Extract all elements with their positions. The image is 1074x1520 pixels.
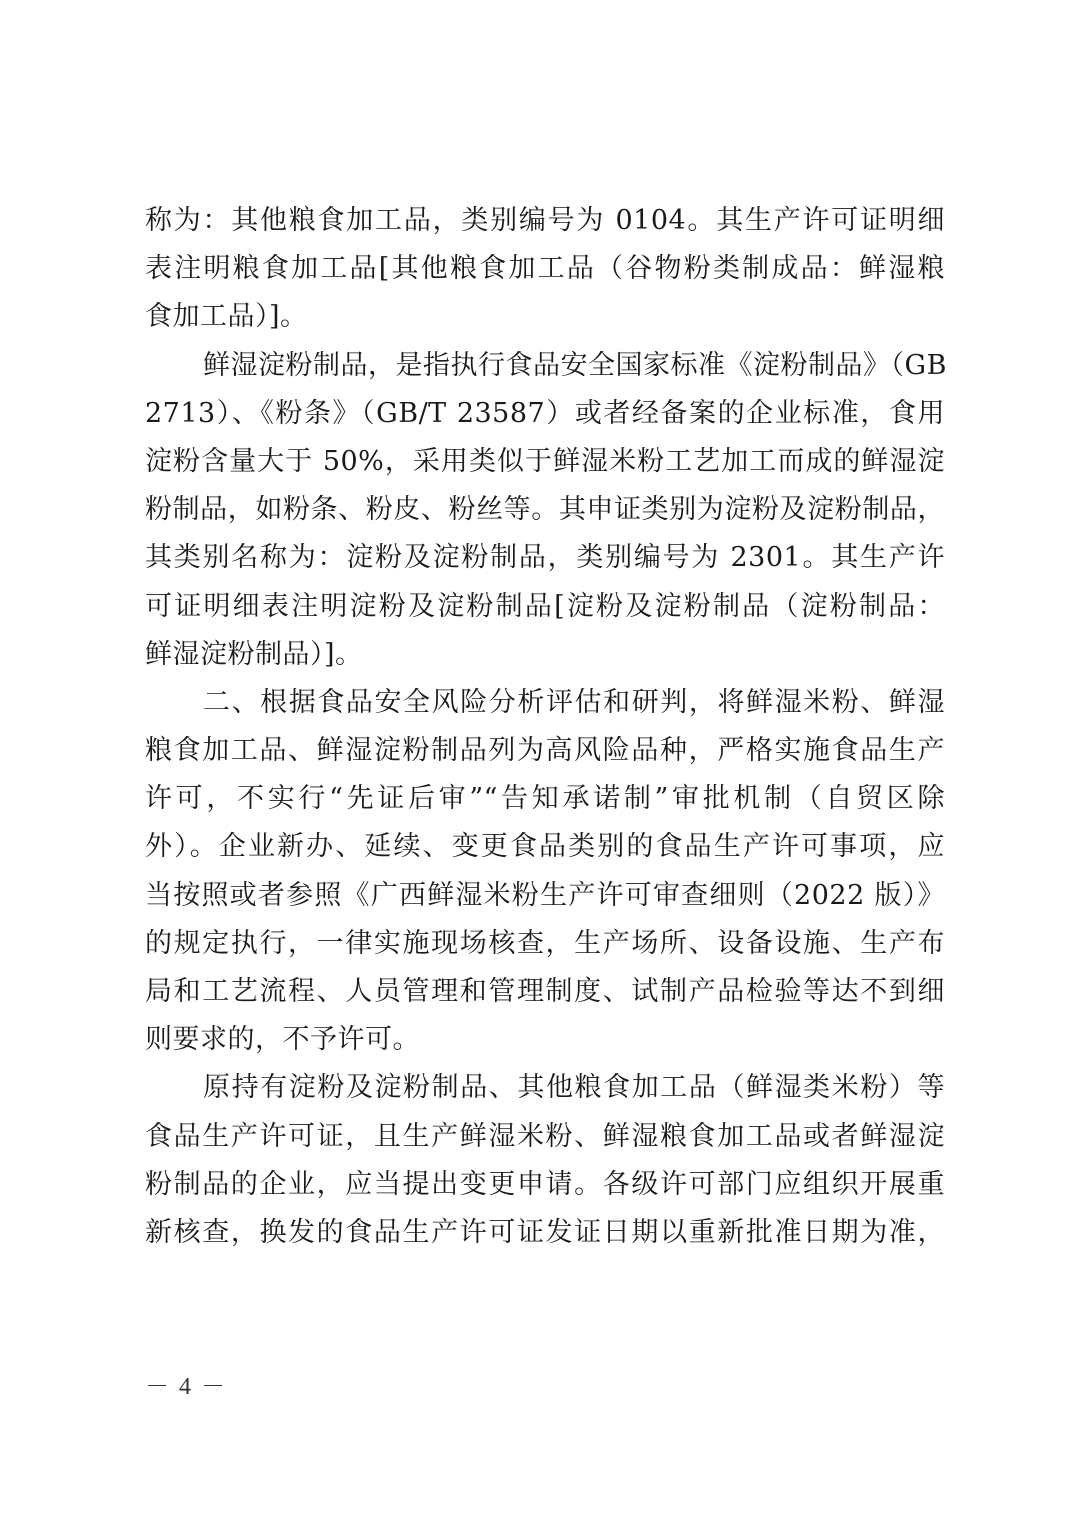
text-line: 食品生产许可证，且生产鲜湿米粉、鲜湿粮食加工品或者鲜湿淀	[145, 1120, 945, 1152]
text-line: 鲜湿淀粉制品，是指执行食品安全国家标准《淀粉制品》（GB	[203, 349, 947, 381]
text-line: 食加工品）]。	[145, 301, 308, 333]
text-line: 二、根据食品安全风险分析评估和研判，将鲜湿米粉、鲜湿	[203, 686, 945, 718]
text-line: 称为：其他粮食加工品，类别编号为 0104。其生产许可证明细	[145, 205, 945, 236]
body-text	[145, 197, 945, 1257]
page-number: － 4 －	[145, 1374, 227, 1400]
text-line: 原持有淀粉及淀粉制品、其他粮食加工品（鲜湿类米粉）等	[203, 1072, 945, 1104]
text-line: 2713）、《粉条》（GB/T 23587）或者经备案的企业标准，食用	[145, 397, 945, 429]
text-line: 的规定执行，一律实施现场核查，生产场所、设备设施、生产布	[145, 927, 945, 959]
text-line: 新核查，换发的食品生产许可证发证日期以重新批准日期为准，	[145, 1216, 945, 1248]
text-line: 鲜湿淀粉制品）]。	[145, 638, 363, 670]
text-line: 当按照或者参照《广西鲜湿米粉生产许可审查细则（2022 版）》	[145, 879, 945, 911]
text-line: 其类别名称为：淀粉及淀粉制品，类别编号为 2301。其生产许	[145, 542, 945, 574]
text-line: 可证明细表注明淀粉及淀粉制品[淀粉及淀粉制品（淀粉制品：	[145, 590, 945, 622]
text-line: 则要求的，不予许可。	[145, 1024, 420, 1056]
text-line: 粮食加工品、鲜湿淀粉制品列为高风险品种，严格实施食品生产	[145, 735, 945, 767]
text-line: 外）。企业新办、延续、变更食品类别的食品生产许可事项，应	[145, 831, 945, 863]
text-line: 淀粉含量大于 50%，采用类似于鲜湿米粉工艺加工而成的鲜湿淀	[145, 445, 945, 477]
text-line: 粉制品，如粉条、粉皮、粉丝等。其申证类别为淀粉及淀粉制品，	[145, 494, 945, 526]
text-line: 粉制品的企业，应当提出变更申请。各级许可部门应组织开展重	[145, 1168, 945, 1200]
text-line: 表注明粮食加工品[其他粮食加工品（谷物粉类制成品：鲜湿粮	[145, 253, 945, 285]
text-line: 局和工艺流程、人员管理和管理制度、试制产品检验等达不到细	[145, 976, 945, 1007]
text-line: 许可，不实行“先证后审”“告知承诺制”审批机制（自贸区除	[145, 783, 945, 815]
